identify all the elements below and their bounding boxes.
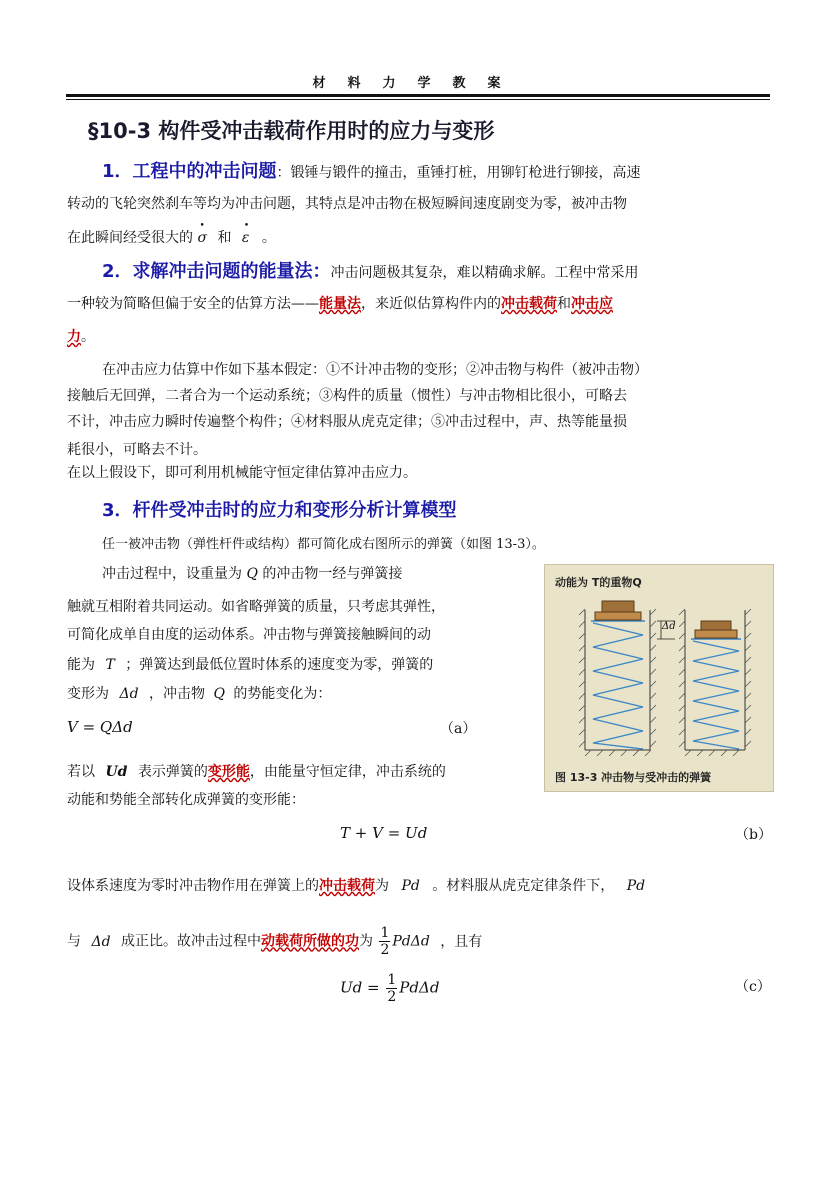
expr-PdDeltad: PdΔd xyxy=(392,933,430,950)
p4-line5 xyxy=(67,655,537,675)
p4-l10b: 成正比。故冲击过程中 xyxy=(120,933,261,950)
p3-line2: 接触后无回弹，二者合为一个运动系统；③构件的质量（惯性）与冲击物相比很小，可略去 xyxy=(67,388,627,404)
eq-c-fraction: $\frac{1}{2}$ xyxy=(387,972,397,1005)
header-rule-thick xyxy=(66,94,770,97)
var-Q: Q xyxy=(246,566,258,582)
p2-text2a: 一种较为简略但偏于安全的估算方法—— xyxy=(67,296,319,312)
figure-delta-label: Δd xyxy=(662,621,676,632)
page-header: 材料力学教案 xyxy=(312,76,523,91)
p4-line9 xyxy=(67,876,771,896)
eq-c-left: Ud = xyxy=(340,978,380,997)
equation-b: T + V = Ud xyxy=(340,824,428,842)
var-delta-d: Δd xyxy=(119,686,139,702)
equation-a: V = QΔd xyxy=(67,718,133,736)
p4-line8: 动能和势能全部转化成弹簧的变形能： xyxy=(67,792,305,808)
term-energy-method: 能量法 xyxy=(319,296,361,312)
var-Pd: Pd xyxy=(401,878,420,894)
p4-l10a: 与 xyxy=(67,933,81,950)
p4-l6b: ，冲击物 xyxy=(148,686,205,702)
term-impact-load: 冲击载荷 xyxy=(501,296,557,312)
p4-line2 xyxy=(102,564,542,584)
sigma-dot-symbol: • σ xyxy=(197,228,207,248)
p1-line1 xyxy=(102,162,772,183)
p4-heading: 3．杆件受冲击时的应力和变形分析计算模型 xyxy=(102,500,457,521)
p4-l7c: ，由能量守恒定律，冲击系统的 xyxy=(249,764,446,780)
equation-a-label: （a） xyxy=(440,721,477,737)
p4-line3: 触就互相附着共同运动。如省略弹簧的质量，只考虑其弹性， xyxy=(67,599,445,615)
p1-line3 xyxy=(67,228,771,248)
p2-text1: 冲击问题极其复杂，难以精确求解。工程中常采用 xyxy=(330,265,639,281)
p4-l2a: 冲击过程中，设重量为 xyxy=(102,566,242,582)
p4-l10e: ，且有 xyxy=(440,933,483,950)
p4-l9c: 。材料服从虎克定律条件下， xyxy=(432,878,615,894)
section-title: §10-3 构件受冲击载荷作用时的应力与变形 xyxy=(88,119,495,143)
p2-line2 xyxy=(67,294,771,314)
term-impact-stress-a: 冲击应 xyxy=(571,296,613,312)
p4-line7 xyxy=(67,762,537,782)
p1-text1: ：锻锤与锻件的撞击，重锤打桩，用铆钉枪进行铆接，高速 xyxy=(276,165,641,181)
p4-l7b: 表示弹簧的 xyxy=(137,764,208,780)
p1-and: 和 xyxy=(217,230,232,246)
p4-line1: 任一被冲击物（弹性杆件或结构）都可简化成右图所示的弹簧（如图 13-3）。 xyxy=(102,537,545,552)
term-impact-load-2: 冲击载荷 xyxy=(319,878,375,894)
p3-line5: 在以上假设下，即可利用机械能守恒定律估算冲击应力。 xyxy=(67,465,417,481)
header-rule-thin xyxy=(66,99,770,100)
epsilon-dot-symbol: • ε xyxy=(242,228,250,248)
var-Ud: Ud xyxy=(105,764,128,780)
p4-l5a: 能为 xyxy=(67,657,95,673)
var-T: T xyxy=(105,657,115,673)
p2-text3: 。 xyxy=(81,329,95,345)
p4-l9b: 为 xyxy=(375,878,389,894)
p4-l5b: ；弹簧达到最低位置时体系的速度变为零，弹簧的 xyxy=(125,657,434,673)
p4-l7a: 若以 xyxy=(67,764,95,780)
p4-l9a: 设体系速度为零时冲击物作用在弹簧上的 xyxy=(67,878,319,894)
p4-l6c: 的势能变化为： xyxy=(233,686,332,702)
term-dynamic-work: 动载荷所做的功 xyxy=(260,933,359,950)
equation-c-label: （c） xyxy=(735,979,771,995)
var-delta-d-2: Δd xyxy=(91,933,111,950)
p1-line2: 转动的飞轮突然刹车等均为冲击问题，其特点是冲击物在极短瞬间速度剧变为零，被冲击物 xyxy=(67,196,627,212)
p4-line4: 可简化成单自由度的运动体系。冲击物与弹簧接触瞬间的动 xyxy=(67,627,431,643)
p2-text2c: 和 xyxy=(557,296,571,312)
fraction-half: $\frac{1}{2}$ xyxy=(380,925,390,958)
p3-line3: 不计，冲击应力瞬时传遍整个构件；④材料服从虎克定律；⑤冲击过程中，声、热等能量损 xyxy=(67,414,627,430)
p2-text2b: ，来近似估算构件内的 xyxy=(361,296,501,312)
p4-l10c: 为 xyxy=(358,933,373,950)
p3-line1: 在冲击应力估算中作如下基本假定：①不计冲击物的变形；②冲击物与构件（被冲击物） xyxy=(102,362,648,378)
p1-end: 。 xyxy=(261,230,276,246)
p4-line6 xyxy=(67,684,537,704)
term-deformation-energy: 变形能 xyxy=(207,764,250,780)
p4-l6a: 变形为 xyxy=(67,686,109,702)
p2-line3 xyxy=(67,327,771,347)
equation-c xyxy=(340,972,439,1005)
p2-heading: 2．求解冲击问题的能量法： xyxy=(102,261,331,282)
var-Pd-2: Pd xyxy=(626,878,646,894)
spring-diagram xyxy=(545,565,773,791)
figure-top-label: 动能为 T的重物Q xyxy=(555,576,642,589)
eq-c-right: PdΔd xyxy=(399,978,440,997)
p4-line10 xyxy=(67,925,771,958)
p1-text3: 在此瞬间经受很大的 xyxy=(67,230,193,246)
p4-heading-line xyxy=(102,501,772,522)
p4-l2b: 的冲击物一经与弹簧接 xyxy=(262,566,403,582)
equation-b-label: （b） xyxy=(735,827,772,843)
p1-heading: 1．工程中的冲击问题 xyxy=(102,161,277,182)
p3-line4: 耗很小，可略去不计。 xyxy=(67,442,207,458)
p2-line1 xyxy=(102,262,772,283)
figure-13-3 xyxy=(544,564,774,792)
var-Q-2: Q xyxy=(213,686,225,702)
figure-caption: 图 13-3 冲击物与受冲击的弹簧 xyxy=(555,771,712,784)
term-impact-stress-b: 力 xyxy=(67,329,81,345)
